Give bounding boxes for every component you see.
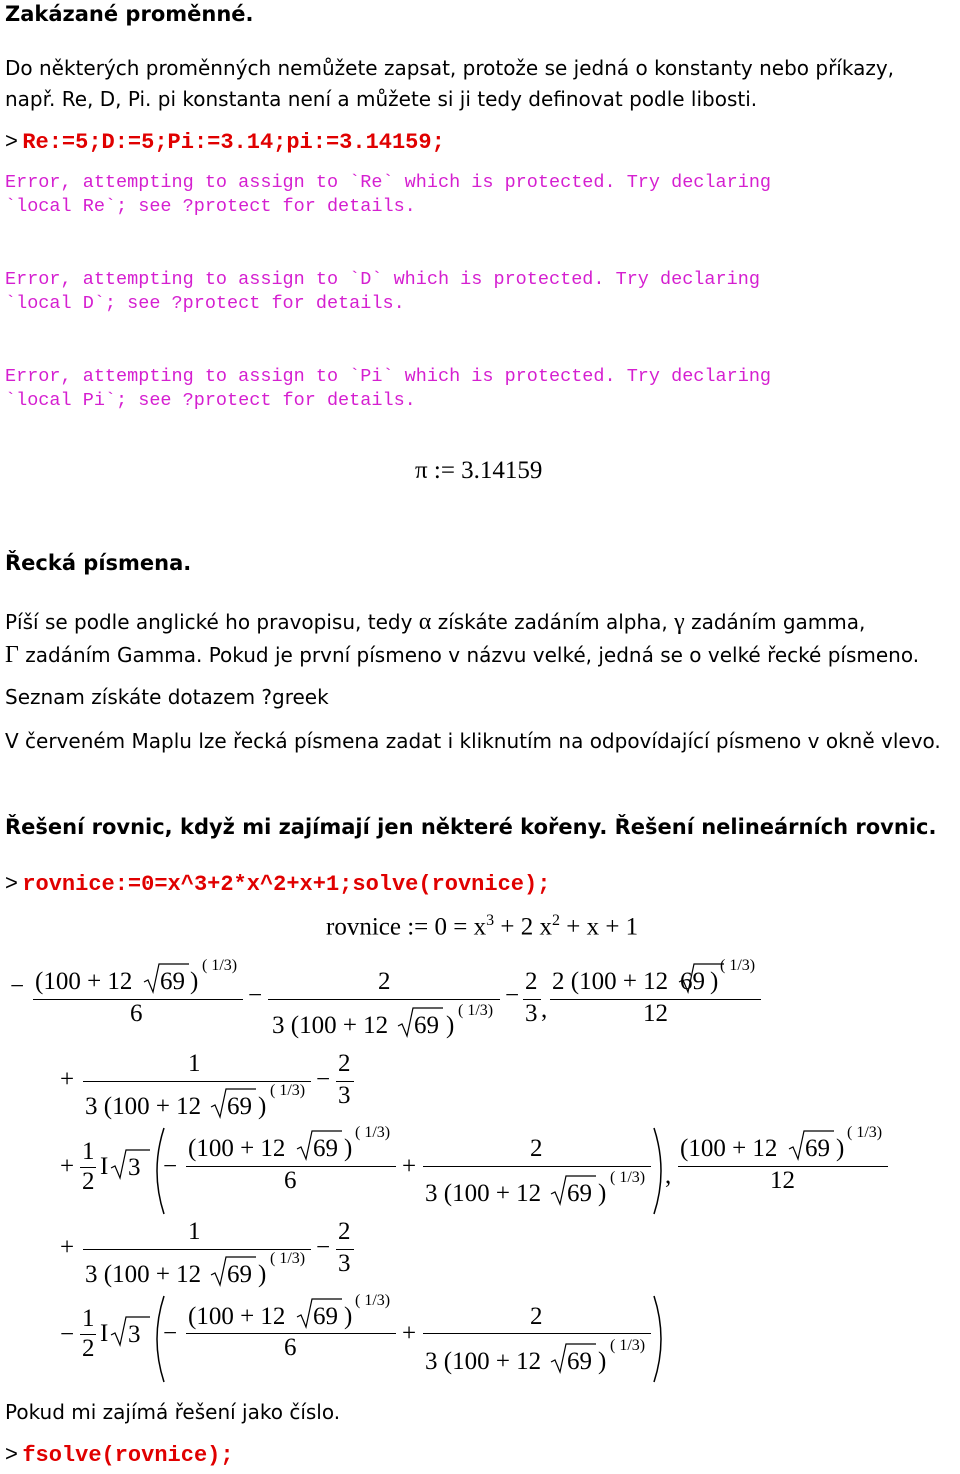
numerator: 1 (188, 1218, 201, 1245)
power-one-third: ( 1/3) (270, 1082, 306, 1099)
right-paren (650, 1294, 670, 1384)
denominator: 3 (525, 1000, 538, 1027)
numerator: 1 (82, 1305, 95, 1332)
power-one-third: ( 1/3) (847, 1124, 883, 1141)
radicand: 69 (160, 968, 185, 995)
paren: ) (598, 1348, 607, 1375)
error-message-line: Error, attempting to assign to `Pi` which is protected. Try declaring (5, 366, 772, 387)
paren: ) (258, 1093, 267, 1120)
numerator: 2 (525, 968, 538, 995)
radicand: 3 (128, 1321, 141, 1348)
power-one-third: ( 1/3) (355, 1124, 391, 1141)
comma: , (665, 1162, 672, 1189)
numerator-base: (100 + 12 (35, 968, 133, 995)
denominator: 6 (284, 1334, 297, 1361)
paren: ) (258, 1261, 267, 1288)
text: Píší se podle anglické ho pravopisu, tedy (5, 610, 419, 634)
error-message-line: `local Pi`; see ?protect for details. (5, 390, 416, 411)
radicand: 69 (227, 1261, 252, 1288)
numerator: 2 (338, 1050, 351, 1077)
fraction-bar (423, 1166, 651, 1167)
text: získáte zadáním alpha, (431, 610, 675, 634)
denominator-base: 3 (100 + 12 (272, 1012, 389, 1039)
denominator-base: 3 (100 + 12 (85, 1261, 202, 1288)
exponent: 3 (486, 912, 495, 929)
comma: , (541, 996, 548, 1023)
minus-sign: − (248, 982, 263, 1009)
numerator-base: (100 + 12 (680, 1135, 778, 1162)
paren: ) (344, 1303, 353, 1330)
power-one-third: ( 1/3) (610, 1169, 646, 1186)
minus-sign: − (163, 1320, 178, 1347)
text: + x + 1 (559, 913, 639, 941)
imaginary-unit: I (100, 1153, 109, 1180)
paragraph (5, 642, 919, 669)
paren: ) (836, 1135, 845, 1162)
maple-command[interactable]: fsolve(rovnice); (22, 1443, 234, 1468)
rovnice-output (326, 912, 638, 941)
text: zadáním Gamma. Pokud je první písmeno v názvu velké, jedná se o velké řecké písmeno. (18, 643, 920, 667)
numerator: 1 (188, 1050, 201, 1077)
prompt-symbol: > (5, 128, 18, 153)
radicand: 69 (313, 1303, 338, 1330)
numerator-base (552, 968, 668, 996)
paren: ) (344, 1135, 353, 1162)
power-one-third: ( 1/3) (458, 1002, 494, 1019)
numerator-base: (100 + 12 (188, 1303, 286, 1330)
plus-sign: + (60, 1234, 75, 1261)
exponent: 2 (551, 912, 560, 929)
denominator: 6 (284, 1167, 297, 1194)
denominator-base: 3 (100 + 12 (425, 1348, 542, 1375)
radicand: 69 (805, 1135, 830, 1162)
paren: ) (598, 1180, 607, 1207)
denominator-base: 3 (100 + 12 (85, 1093, 202, 1120)
numerator: 2 (378, 968, 391, 995)
section-title-forbidden: Zakázané proměnné. (5, 2, 254, 26)
minus-sign: − (10, 973, 25, 1000)
radicand: 69 (567, 1180, 592, 1207)
paren: ) (190, 968, 199, 995)
section-title-greek: Řecká písmena. (5, 551, 192, 575)
minus-sign: − (505, 982, 520, 1009)
radicand: 69 (313, 1135, 338, 1162)
denominator: 3 (338, 1250, 351, 1277)
radicand: 69 (567, 1348, 592, 1375)
numerator: 1 (82, 1138, 95, 1165)
denominator: 6 (130, 1000, 143, 1027)
power-one-third: ( 1/3) (610, 1337, 646, 1354)
denominator: 12 (643, 1000, 668, 1027)
coefficient: 2 (552, 968, 565, 995)
pi-assignment-output: π := 3.14159 (415, 457, 543, 484)
paren: ) (710, 968, 719, 995)
denominator: 2 (82, 1168, 95, 1195)
text: (100 + 12 (570, 968, 669, 995)
minus-sign: − (316, 1066, 331, 1093)
plus-sign: + (402, 1320, 417, 1347)
error-message-line: Error, attempting to assign to `D` which is protected. Try declaring (5, 269, 760, 290)
maple-command[interactable]: Re:=5;D:=5;Pi:=3.14;pi:=3.14159; (22, 130, 445, 155)
plus-sign: + (60, 1066, 75, 1093)
numerator: 2 (338, 1218, 351, 1245)
minus-sign: − (60, 1321, 75, 1348)
paragraph: V červeném Maplu lze řecká písmena zadat i kliknutím na odpovídající písmeno v okně vlevo. (5, 729, 941, 753)
error-message-line: `local Re`; see ?protect for details. (5, 196, 416, 217)
text: rovnice := 0 = x (326, 913, 487, 941)
plus-sign: + (402, 1153, 417, 1180)
fraction-bar (423, 1333, 651, 1334)
paren: ) (446, 1012, 455, 1039)
radicand: 69 (680, 968, 705, 995)
power-one-third: ( 1/3) (355, 1292, 391, 1309)
minus-sign: − (163, 1153, 178, 1180)
power-one-third: ( 1/3) (202, 957, 238, 974)
numerator: 2 (530, 1303, 543, 1330)
paragraph: např. Re, D, Pi. pi konstanta není a můžete si ji tedy definovat podle libosti. (5, 87, 758, 111)
paragraph (5, 609, 865, 636)
input-line[interactable] (5, 1441, 234, 1468)
power-one-third: ( 1/3) (270, 1250, 306, 1267)
power-one-third: ( 1/3) (720, 957, 756, 974)
maple-command[interactable]: rovnice:=0=x^3+2*x^2+x+1;solve(rovnice); (22, 872, 551, 897)
error-message-line: Error, attempting to assign to `Re` which is protected. Try declaring (5, 172, 772, 193)
input-line[interactable] (5, 128, 445, 155)
alpha-symbol: α (418, 609, 432, 635)
denominator: 12 (770, 1167, 795, 1194)
radicand: 69 (227, 1093, 252, 1120)
plus-sign: + (60, 1153, 75, 1180)
radicand: 3 (128, 1154, 141, 1181)
error-message-line: `local D`; see ?protect for details. (5, 293, 405, 314)
denominator: 2 (82, 1335, 95, 1362)
gamma-symbol: γ (674, 609, 685, 635)
paragraph: Do některých proměnných nemůžete zapsat, protože se jedná o konstanty nebo příkazy, (5, 56, 895, 80)
minus-sign: − (316, 1234, 331, 1261)
numerator-base: (100 + 12 (188, 1135, 286, 1162)
prompt-symbol: > (5, 870, 18, 895)
denominator: 3 (338, 1082, 351, 1109)
paragraph: Seznam získáte dotazem ?greek (5, 685, 329, 709)
fraction-bar (268, 999, 500, 1000)
capital-gamma-symbol: Γ (5, 642, 19, 668)
text: + 2 x (494, 913, 552, 941)
prompt-symbol: > (5, 1441, 18, 1466)
input-line[interactable] (5, 870, 550, 897)
paragraph: Pokud mi zajímá řešení jako číslo. (5, 1400, 341, 1424)
numerator: 2 (530, 1135, 543, 1162)
text: zadáním gamma, (684, 610, 866, 634)
section-title-equations: Řešení rovnic, když mi zajímají jen některé kořeny. Řešení nelineárních rovnic. (5, 815, 937, 839)
denominator-base: 3 (100 + 12 (425, 1180, 542, 1207)
imaginary-unit: I (100, 1320, 109, 1347)
radicand: 69 (414, 1012, 439, 1039)
